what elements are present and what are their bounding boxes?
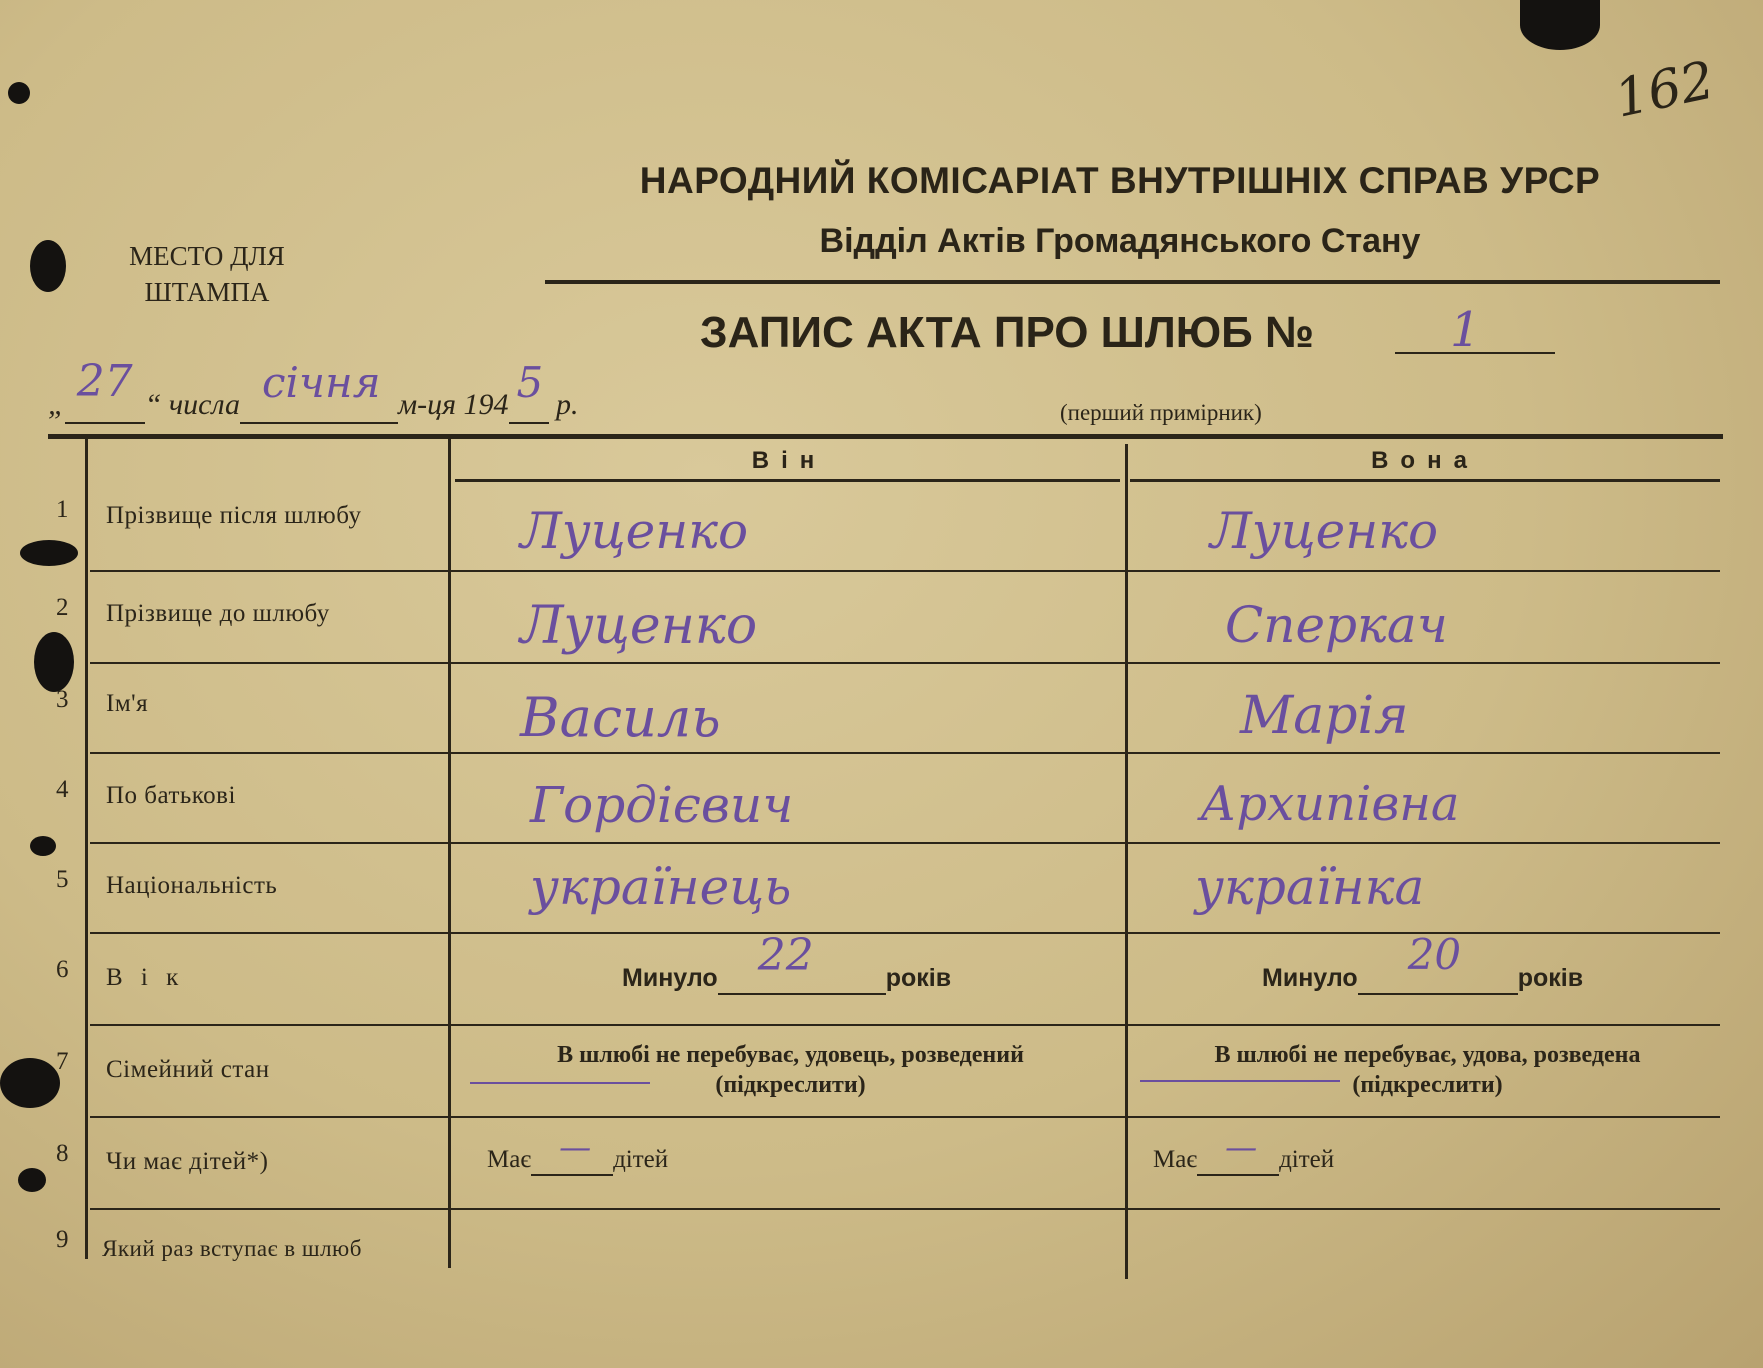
header-rule xyxy=(545,280,1720,284)
header-underline xyxy=(1130,479,1720,482)
he-marital-options xyxy=(458,1040,1123,1100)
punch-hole xyxy=(34,632,74,692)
quote-mark: “ xyxy=(144,388,162,421)
children-prefix: Має xyxy=(487,1146,532,1173)
row-number: 3 xyxy=(56,686,69,713)
he-age-value: 22 xyxy=(757,930,814,981)
row-label: Сімейний стан xyxy=(106,1056,270,1083)
row-label: В і к xyxy=(106,964,185,991)
stamp-place-line: ШТАМПА xyxy=(144,277,270,307)
children-suffix: дітей xyxy=(1279,1146,1335,1173)
record-number: 1 xyxy=(1450,302,1481,358)
row-rule xyxy=(90,1024,1720,1026)
he-children-field xyxy=(487,1128,669,1176)
table-vrule xyxy=(448,438,451,1268)
day-label: числа xyxy=(168,388,240,421)
she-surname-before: Сперкач xyxy=(1225,596,1448,654)
archive-number: 162 xyxy=(1609,50,1720,130)
ink-blot xyxy=(1520,0,1600,50)
ministry-header: НАРОДНИЙ КОМІСАРІАТ ВНУТРІШНІХ СПРАВ УРСР xyxy=(639,160,1601,201)
table-top-rule xyxy=(48,434,1723,439)
row-number: 9 xyxy=(56,1226,69,1253)
marital-note: (підкреслити) xyxy=(1352,1072,1503,1098)
age-suffix: років xyxy=(1517,964,1584,992)
he-marital-text: В шлюбі не перебуває, удовець, розведений xyxy=(557,1042,1024,1068)
row-label: Прізвище до шлюбу xyxy=(106,600,330,627)
month-field xyxy=(240,358,398,424)
month-value: січня xyxy=(261,358,381,407)
row-label: Національність xyxy=(106,872,278,899)
she-children-value: — xyxy=(1225,1128,1258,1166)
column-header-he: Він xyxy=(751,447,827,474)
she-age-value: 20 xyxy=(1407,930,1462,979)
year-field xyxy=(509,358,549,424)
punch-hole xyxy=(8,82,30,104)
she-surname-after: Луценко xyxy=(1210,502,1439,560)
row-number: 4 xyxy=(56,776,69,803)
row-number: 7 xyxy=(56,1048,69,1075)
department-header: Відділ Актів Громадянського Стану xyxy=(819,222,1421,260)
month-label: м-ця 194 xyxy=(397,388,509,421)
he-marital-underline xyxy=(470,1082,650,1084)
she-children-field xyxy=(1153,1128,1335,1176)
row-number: 1 xyxy=(56,496,69,523)
she-first-name: Марія xyxy=(1240,686,1409,746)
table-vrule xyxy=(85,434,88,1259)
he-patronymic: Гордієвич xyxy=(530,776,794,834)
row-label: Чи має дітей*) xyxy=(106,1148,269,1175)
punch-hole xyxy=(30,836,56,856)
row-number: 5 xyxy=(56,866,69,893)
row-rule xyxy=(90,570,1720,572)
row-number: 6 xyxy=(56,956,69,983)
row-rule xyxy=(90,662,1720,664)
column-header-she: Вона xyxy=(1371,447,1479,474)
children-prefix: Має xyxy=(1153,1146,1198,1173)
document-title: ЗАПИС АКТА ПРО ШЛЮБ № xyxy=(700,308,1315,357)
age-prefix: Минуло xyxy=(1262,964,1358,992)
quote-mark: „ xyxy=(48,388,65,421)
punch-hole xyxy=(30,240,66,292)
he-children-blank xyxy=(531,1128,613,1176)
he-age-blank xyxy=(718,930,886,995)
she-nationality: українка xyxy=(1195,858,1425,916)
she-marital-underline xyxy=(1140,1080,1340,1082)
year-digit: 5 xyxy=(516,358,544,407)
age-suffix: років xyxy=(885,964,952,992)
she-age-field xyxy=(1262,930,1584,995)
date-line xyxy=(48,356,579,424)
age-prefix: Минуло xyxy=(622,964,718,992)
he-nationality: українець xyxy=(530,858,792,916)
header-underline xyxy=(455,479,1120,482)
children-suffix: дітей xyxy=(613,1146,669,1173)
she-marital-text: В шлюбі не перебуває, удова, розведена xyxy=(1214,1042,1641,1068)
day-value: 27 xyxy=(76,356,133,407)
she-patronymic: Архипівна xyxy=(1200,776,1460,832)
she-children-blank xyxy=(1197,1128,1279,1176)
marital-note: (підкреслити) xyxy=(715,1072,866,1098)
he-surname-before: Луценко xyxy=(520,596,758,656)
year-suffix: р. xyxy=(556,388,579,421)
stamp-place-label xyxy=(112,238,302,310)
row-number: 2 xyxy=(56,594,69,621)
row-rule xyxy=(90,1116,1720,1118)
row-number: 8 xyxy=(56,1140,69,1167)
punch-hole xyxy=(18,1168,46,1192)
copy-note: (перший примірник) xyxy=(1060,400,1262,425)
row-rule xyxy=(90,932,1720,934)
row-rule xyxy=(90,842,1720,844)
he-children-value: — xyxy=(559,1128,592,1166)
punch-hole xyxy=(20,540,78,566)
row-label: Прізвище після шлюбу xyxy=(106,502,362,529)
row-label: Який раз вступає в шлюб xyxy=(102,1236,362,1261)
he-surname-after: Луценко xyxy=(520,502,749,560)
row-label: Ім'я xyxy=(106,690,149,717)
row-rule xyxy=(90,1208,1720,1210)
she-marital-options xyxy=(1130,1040,1725,1100)
she-age-blank xyxy=(1358,930,1518,995)
he-first-name: Василь xyxy=(520,686,721,749)
punch-hole xyxy=(0,1058,60,1108)
row-label: По батькові xyxy=(106,782,236,809)
row-rule xyxy=(90,752,1720,754)
day-field xyxy=(65,356,145,424)
stamp-place-line: МЕСТО ДЛЯ xyxy=(129,241,285,271)
he-age-field xyxy=(622,930,952,995)
